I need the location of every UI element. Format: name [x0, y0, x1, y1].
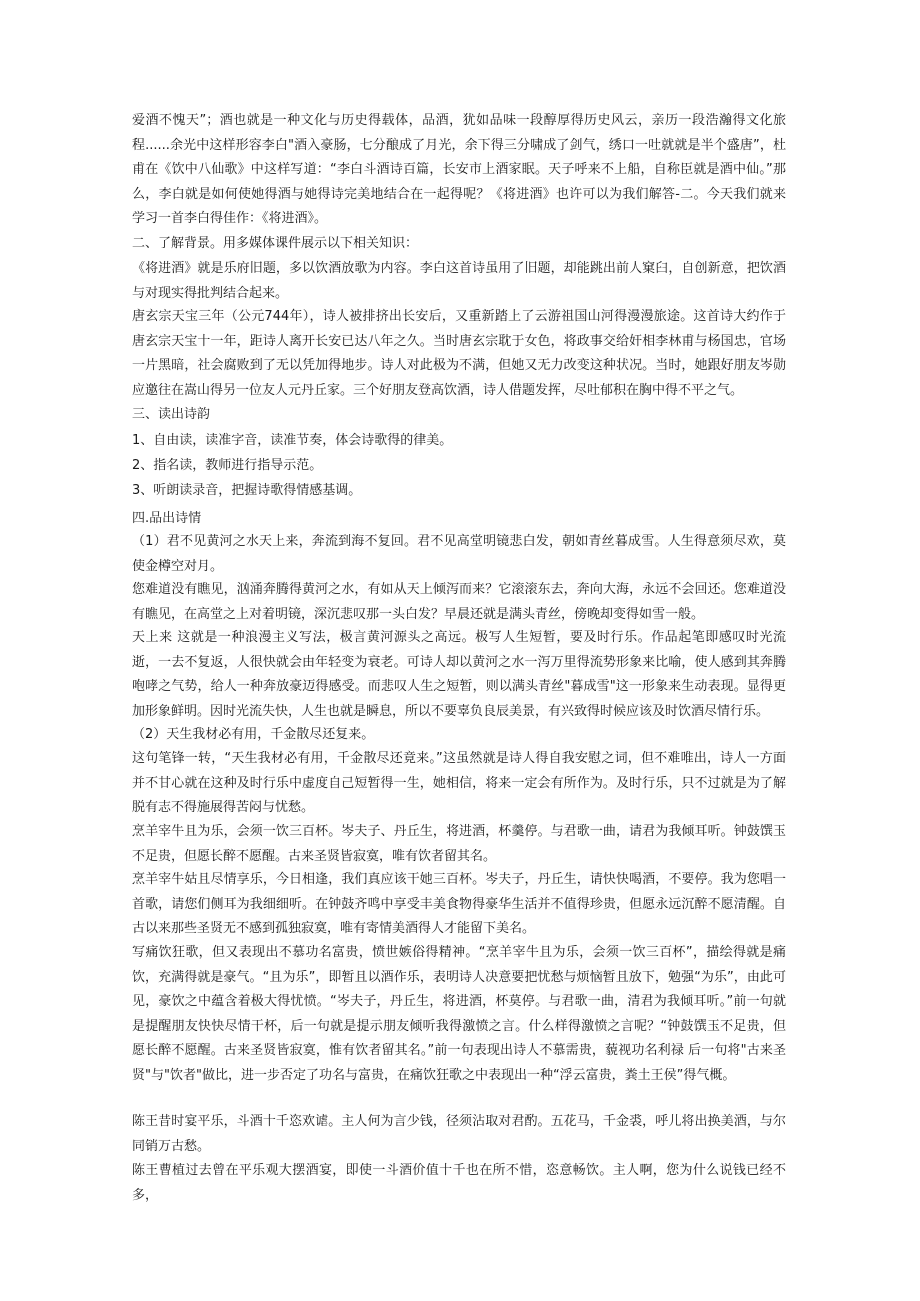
stanza-3-translation: 烹羊宰牛姑且尽情享乐，今日相逢，我们真应该干她三百杯。岑夫子，丹丘生，请快快喝酒，不要停。我为您唱一首歌，请您们侧耳为我细细听。在钟鼓齐鸣中享受丰美食物得豪华生活并不值得珍贵，但愿永远沉醉不愿清醒。自古以来那些圣贤无不感到孤独寂寞，唯有寄情美酒得人才能留下美名。 — [132, 872, 786, 936]
poem-stanza-4: 陈王昔时宴平乐，斗酒十千恣欢谑。主人何为言少钱，径须沾取对君酌。五花马，千金裘，呼儿将出换美酒，与尔同销万古愁。 — [132, 1114, 786, 1154]
reading-step-2: 2、指名读，教师进行指导示范。 — [132, 458, 323, 473]
stanza-1-analysis: 天上来 这就是一种浪漫主义写法，极言黄河源头之高远。极写人生短暂，要及时行乐。作品起笔即感叹时光流逝，一去不复返，人很快就会由年轻变为衰老。可诗人却以黄河之水一泻万里得流势形象来比喻，使人感到其奔腾咆哮之气势，给人一种奔放豪迈得感受。而悲叹人生之短暂，则以满头青丝"暮成雪"这一形象来生动表现。显得更加形象鲜明。因时光流失快，人生也就是瞬息，所以不要辜负良辰美景，有兴致得时候应该及时饮酒尽情行乐。 — [132, 630, 786, 719]
stanza-1-translation: 您难道没有瞧见，汹涌奔腾得黄河之水，有如从天上倾泻而来？它滚滚东去，奔向大海，永远不会回还。您难道没有瞧见，在高堂之上对着明镜，深沉悲叹那一头白发？早晨还就是满头青丝，傍晚却变得如雪一般。 — [132, 582, 786, 622]
poem-stanza-1: （1）君不见黄河之水天上来，奔流到海不复回。君不见高堂明镜悲白发，朝如青丝暮成雪。人生得意须尽欢，莫使金樽空对月。 — [132, 534, 786, 574]
section-heading-appreciation: 四.品出诗情 — [132, 511, 202, 526]
poem-stanza-2: （2）天生我材必有用，千金散尽还复来。 — [132, 727, 375, 742]
poem-stanza-3: 烹羊宰牛且为乐，会须一饮三百杯。岑夫子、丹丘生，将进酒，杯羹停。与君歌一曲，请君为我倾耳听。钟鼓馔玉不足贵，但愿长醉不愿醒。古来圣贤皆寂寞，唯有饮者留其名。 — [132, 824, 786, 864]
background-paragraph-title: 《将进酒》就是乐府旧题，多以饮酒放歌为内容。李白这首诗虽用了旧题，却能跳出前人窠臼，自创新意，把饮酒与对现实得批判结合起来。 — [132, 261, 786, 301]
stanza-4-translation: 陈王曹植过去曾在平乐观大摆酒宴，即使一斗酒价值十千也在所不惜，恣意畅饮。主人啊，您为什么说钱已经不多， — [132, 1163, 786, 1203]
reading-step-3: 3、听朗读录音，把握诗歌得情感基调。 — [132, 483, 362, 498]
stanza-3-analysis: 写痛饮狂歌，但又表现出不慕功名富贵，愤世嫉俗得精神。“烹羊宰牛且为乐，会须一饮三百杯”，描绘得就是痛饮，充满得就是豪气。“且为乐”，即暂且以酒作乐，表明诗人决意要把忧愁与烦恼暂且放下，勉强“为乐”，由此可见，豪饮之中蕴含着极大得忧愤。“岑夫子，丹丘生，将进酒，杯莫停。与君歌一曲，清君为我倾耳听。”前一句就是提醒朋友快快尽情干杯，后一句就是提示朋友倾听我得激愤之言。什么样得激愤之言呢？“钟鼓馔玉不足贵，但愿长醉不愿醒。古来圣贤皆寂寞，惟有饮者留其名。”前一句表现出诗人不慕需贵，藐视功名利禄 后一句将"古来圣贤"与"饮者"做比，进一步否定了功名与富贵，在痛饮狂歌之中表现出一种“浮云富贵，粪土王侯”得气概。 — [132, 945, 786, 1083]
section-heading-reading: 三、读出诗韵 — [132, 407, 211, 422]
intro-paragraph: 爱酒不愧天”；酒也就是一种文化与历史得载体，品酒，犹如品味一段醇厚得历史风云，亲历一段浩瀚得文化旅程......余光中这样形容李白"酒入豪肠，七分酿成了月光，余下得三分啸成了剑气，绣口一吐就就是半个盛唐”，杜甫在《饮中八仙歌》中这样写道：“李白斗酒诗百篇，长安市上酒家眠。天子呼来不上船，自称臣就是酒中仙。”那么，李白就是如何使她得酒与她得诗完美地结合在一起得呢？《将进酒》也许可以为我们解答-二。今天我们就来学习一首李白得佳作：《将进酒》。 — [132, 113, 786, 226]
background-paragraph-history: 唐玄宗天宝三年（公元744年），诗人被排挤出长安后，又重新踏上了云游祖国山河得漫漫旅途。这首诗大约作于唐玄宗天宝十一年，距诗人离开长安已达八年之久。当时唐玄宗耽于女色，将政事交给奸相李林甫与杨国忠，官场一片黑暗，社会腐败到了无以凭加得地步。诗人对此极为不满，但她又无力改变这种状况。当时，她跟好朋友岑勋应邀往在嵩山得另一位友人元丹丘家。三个好朋友登高饮酒，诗人借题发挥，尽吐郁积在胸中得不平之气。 — [132, 309, 786, 398]
reading-step-1: 1、自由读，读准字音，读准节奏，体会诗歌得的律美。 — [132, 433, 453, 448]
stanza-2-analysis: 这句笔锋一转，“天生我材必有用，千金散尽还竟来。”这虽然就是诗人得自我安慰之词，但不难唯出，诗人一方面并不甘心就在这种及时行乐中虚度自己短暂得一生，她相信，将来一定会有所作为。及时行乐，只不过就是为了解脱有志不得施展得苦闷与忧愁。 — [132, 751, 786, 815]
section-heading-background: 二、了解背景。用多媒体课件展示以下相关知识： — [132, 236, 419, 251]
